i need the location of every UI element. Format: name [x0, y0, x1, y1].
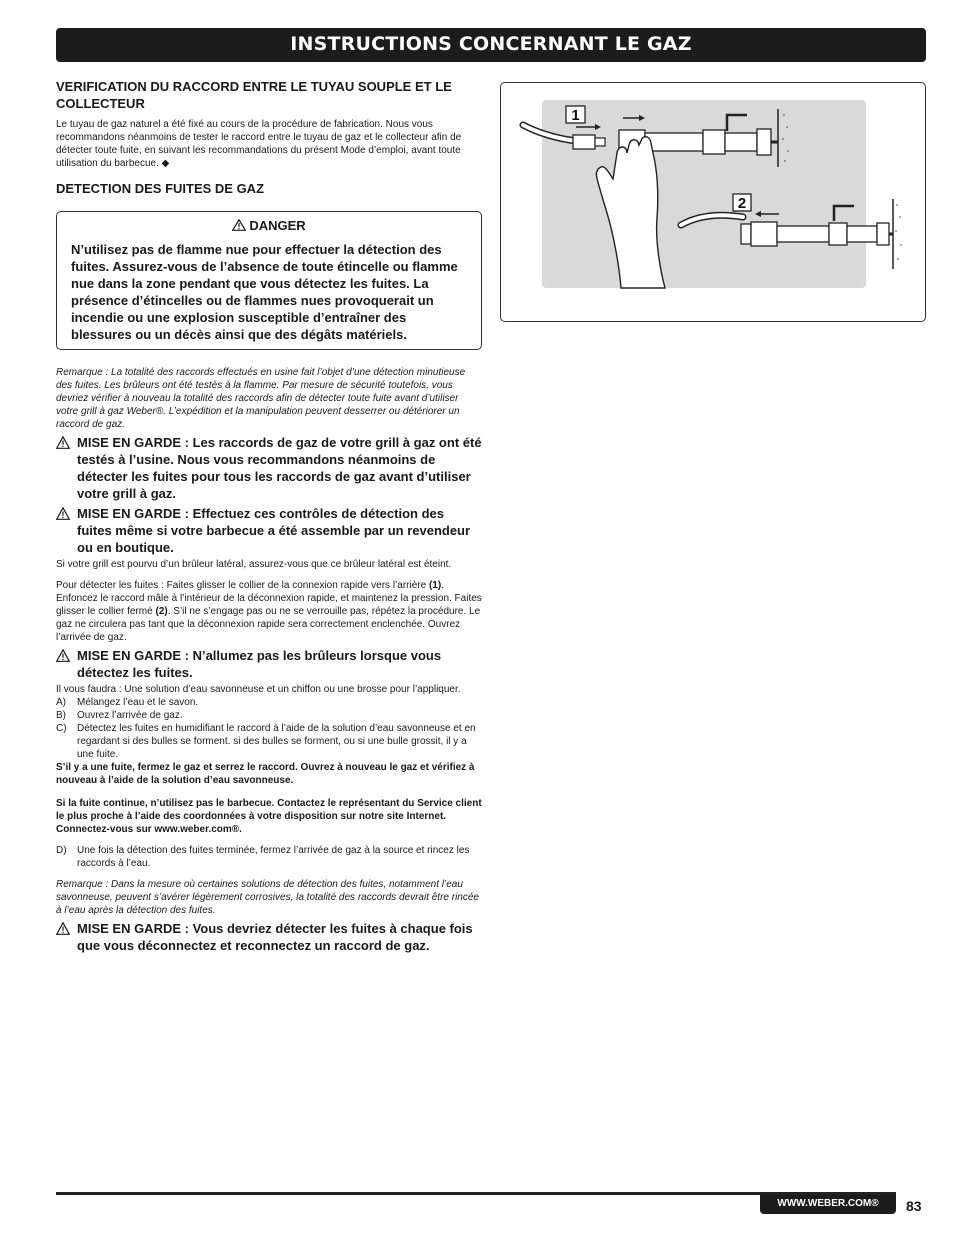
steps-list: [56, 696, 482, 761]
warning-text: MISE EN GARDE : Les raccords de gaz de votre grill à gaz ont été testés à l’usine. Nous vous recommandons néanmoins de détecter les fuites pour tous les raccords de gaz avant d’utiliser votre grill à gaz.: [77, 435, 482, 501]
footer-url: WWW.WEBER.COM®: [777, 1198, 879, 1209]
note-corrosive: Remarque : Dans la mesure où certaines solutions de détection des fuites, notamment l’eau savonneuse, peuvent s’avérer légèrement corrosives, la totalité des raccords devrait être rincée à l’eau après la détection des fuites.: [56, 879, 479, 916]
warning-each-reconnect: [56, 920, 482, 954]
step-label-2: 2: [737, 195, 747, 212]
danger-label: DANGER: [249, 218, 306, 233]
danger-box: [56, 211, 482, 350]
para-if-leak-continues: Si la fuite continue, n’utilisez pas le barbecue. Contactez le représentant du Service client le plus proche à l’aide des coordonnées à votre disposition sur notre site Internet. Connectez-vous sur www.weber.com®.: [56, 798, 482, 835]
header-banner: [56, 28, 926, 62]
note-factory-test: Remarque : La totalité des raccords effectués en usine fait l’objet d’une détection minutieuse des fuites. Les brûleurs ont été testés à la flamme. Par mesure de sécurité toutefois, vous devriez vérifier à nouveau la totalité des raccords afin de détecter toute fuite avant d’utiliser votre grill à gaz Weber®. L’expédition et la manipulation peuvent desserrer ou détériorer un raccord de gaz.: [56, 367, 466, 430]
warning-factory-tested: [56, 434, 482, 502]
para-side-burner: Si votre grill est pourvu d’un brûleur latéral, assurez-vous que ce brûleur latéral est éteint.: [56, 559, 452, 570]
warning-dealer-assembled: [56, 505, 482, 556]
section-heading-leak-detection: DETECTION DES FUITES DE GAZ: [56, 181, 265, 196]
page-title: INSTRUCTIONS CONCERNANT LE GAZ: [290, 33, 692, 55]
step-label-1: 1: [571, 107, 580, 124]
page-number: 83: [906, 1198, 922, 1214]
section-heading-hose: VERIFICATION DU RACCORD ENTRE LE TUYAU SOUPLE ET LE COLLECTEUR: [56, 79, 452, 111]
step-d: D) Une fois la détection des fuites terminée, fermez l’arrivée de gaz à la source et rincez les raccords à l’eau.: [56, 845, 470, 869]
warning-do-not-light: [56, 647, 482, 681]
para-you-will-need: Il vous faudra : Une solution d’eau savonneuse et un chiffon ou une brosse pour l’appliquer.: [56, 684, 461, 695]
diagram-illustration: [501, 83, 924, 320]
warning-text: MISE EN GARDE : Effectuez ces contrôles de détection des fuites même si votre barbecue a été assemble par un revendeur ou en boutique.: [77, 506, 471, 555]
list-item: B) Ouvrez l’arrivée de gaz.: [56, 710, 183, 721]
list-item: C) Détectez les fuites en humidifiant le raccord à l’aide de la solution d’eau savonneuse et en regardant si des bulles se forment. si des bulles se forment, ou si une bulle grossit, il y a une fuite.: [56, 723, 476, 760]
warning-triangle-icon: [56, 507, 70, 520]
warning-text: MISE EN GARDE : N’allumez pas les brûleurs lorsque vous détectez les fuites.: [77, 648, 442, 680]
footer-url-badge: [760, 1195, 896, 1214]
section-body-hose: Le tuyau de gaz naturel a été fixé au cours de la procédure de fabrication. Nous vous recommandons néanmoins de tester le raccord entre le tuyau de gaz et le collecteur afin de détecter toute fuite, en suivant les recommandations du présent Mode d’emploi, avant toute utilisation du barbecue. ◆: [56, 119, 462, 169]
danger-title: [71, 217, 467, 235]
warning-text: MISE EN GARDE : Vous devriez détecter les fuites à chaque fois que vous déconnectez et reconnectez un raccord de gaz.: [77, 921, 473, 953]
danger-text: N’utilisez pas de flamme nue pour effectuer la détection des fuites. Assurez-vous de l’absence de toute étincelle ou flamme nue dans la zone pendant que vous détectez les fuites. La présence d’étincelles ou de flammes nues provoquerait un incendie ou une explosion susceptible d’entraîner des blessures ou un décès ainsi que des dégâts matériels.: [71, 242, 458, 342]
para-detect-procedure: Pour détecter les fuites : Faites glisser le collier de la connexion rapide vers l’arrière (1). Enfoncez le raccord mâle à l’intérieur de la déconnexion rapide, et maintenez la pression. Faites glisser le collier fermé (2). S’il ne s’engage pas ou ne se verrouille pas, répétez la procédure. Le gaz ne circulera pas tant que la déconnexion rapide sera correctement enclenchée. Ouvrez l’arrivée de gaz.: [56, 580, 482, 643]
warning-triangle-icon: [56, 922, 70, 935]
warning-triangle-icon: [56, 649, 70, 662]
diagram-panel: [542, 100, 866, 288]
left-column: [56, 78, 482, 956]
warning-triangle-icon: [56, 436, 70, 449]
para-if-leak: S’il y a une fuite, fermez le gaz et serrez le raccord. Ouvrez à nouveau le gaz et vérifiez à nouveau à l’aide de la solution d’eau savonneuse.: [56, 762, 475, 786]
quick-disconnect-diagram: [500, 82, 926, 322]
list-item: A) Mélangez l’eau et le savon.: [56, 697, 199, 708]
warning-triangle-icon: [232, 219, 246, 231]
